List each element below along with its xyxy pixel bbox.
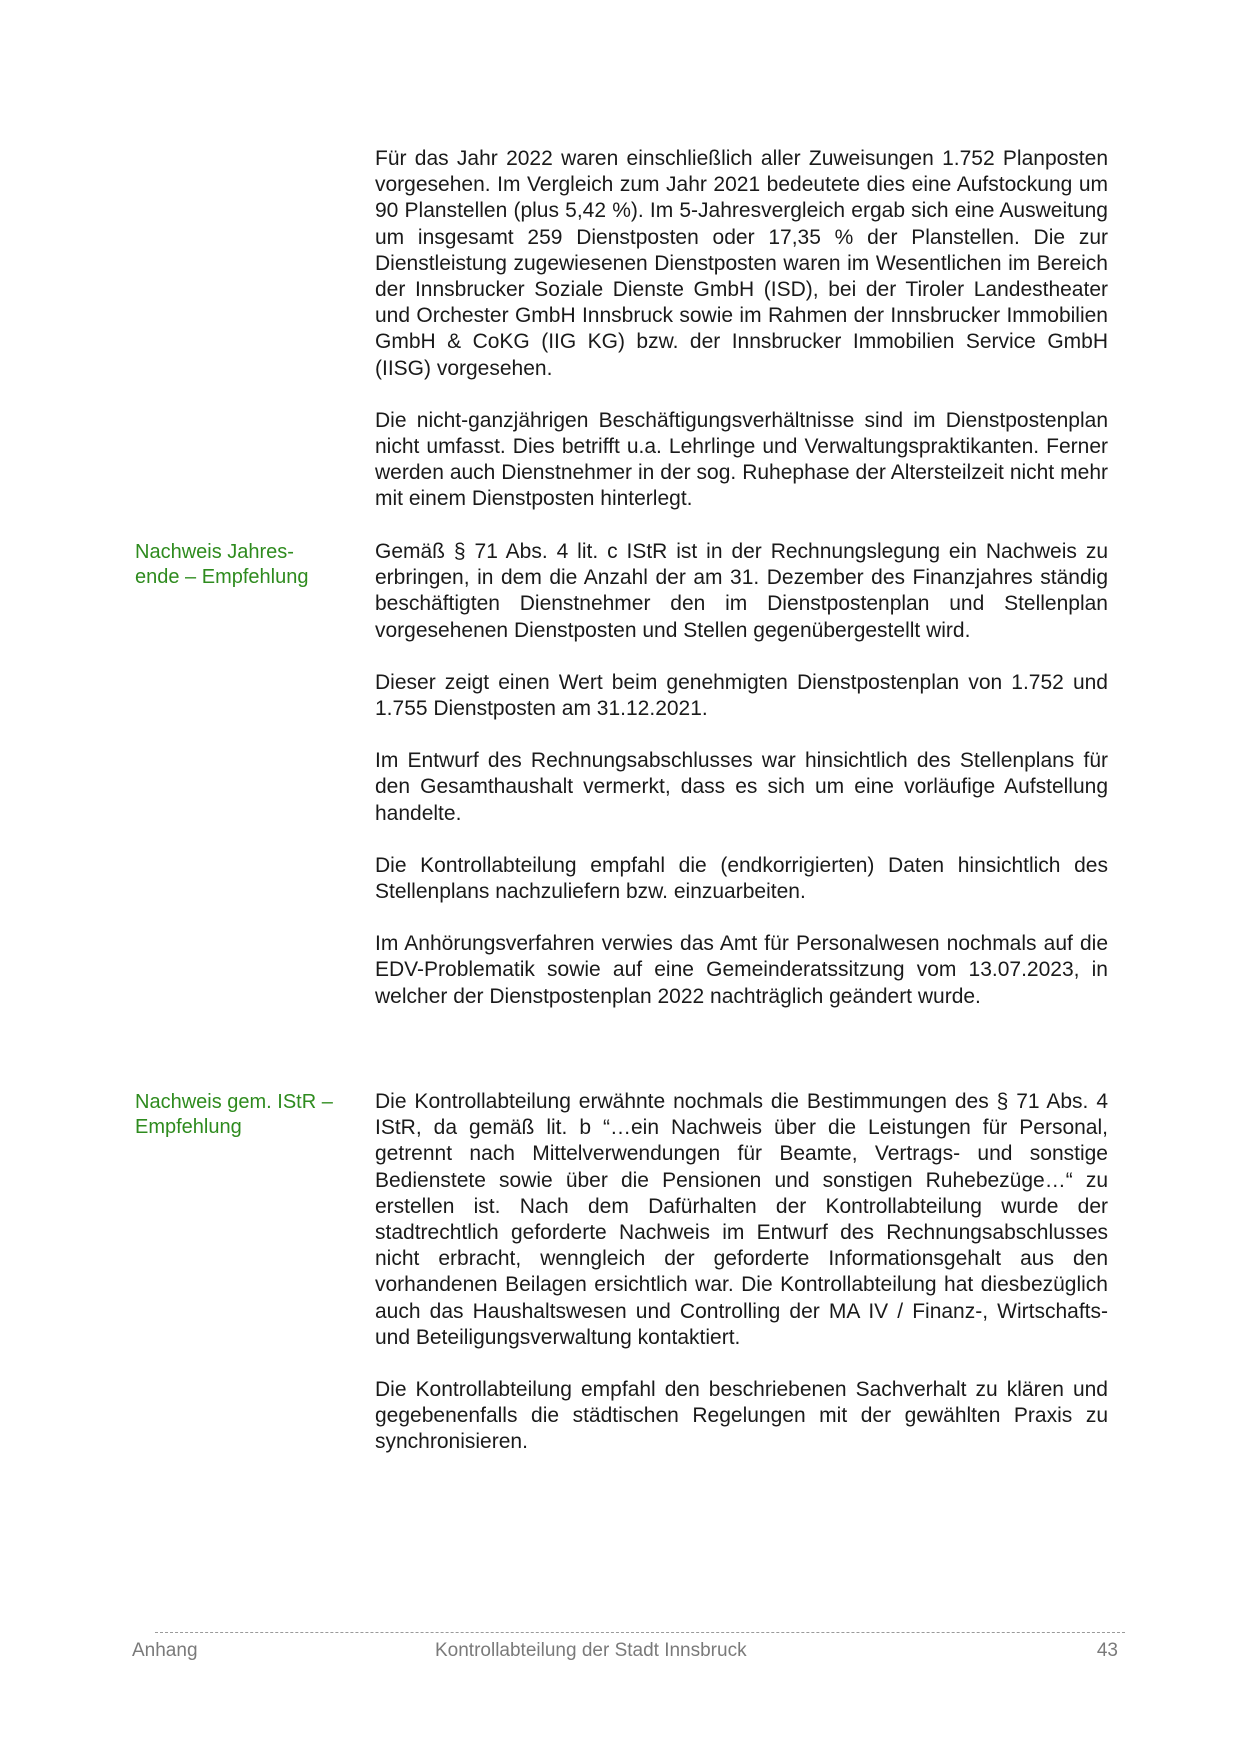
side-note-line: Nachweis gem. IStR –	[135, 1091, 333, 1113]
side-note-nachweis-jahresende	[135, 540, 350, 590]
footer-section-label: Anhang	[132, 1640, 198, 1661]
paragraph-entwurf: Im Entwurf des Rechnungsabschlusses war hinsichtlich des Stellenplans für den Gesamthaushalt vermerkt, dass es sich um eine vorläufige Aufstellung handelte.	[375, 749, 1108, 825]
paragraph-empfehlung-1: Die Kontrollabteilung empfahl die (endkorrigierten) Daten hinsichtlich des Stellenplans nachzuliefern bzw. einzuarbeiten.	[375, 853, 1108, 904]
paragraph-planposten: Für das Jahr 2022 waren einschließlich aller Zuweisungen 1.752 Planposten vorgesehen. Im Vergleich zum Jahr 2021 bedeutete dies eine Aufstockung um 90 Planstellen (plus 5,42 %). Im 5-Jahresvergleich ergab sich eine Ausweitung um insgesamt 259 Dienstposten oder 17,35 % der Planstellen. Die zur Dienstleistung zugewiesenen Dienstposten waren im Wesentlichen im Bereich der Innsbrucker Soziale Dienste GmbH (ISD), bei der Tiroler Landestheater und Orchester GmbH Innsbruck sowie im Rahmen der Innsbrucker Immobilien GmbH & CoKG (IIG KG) bzw. der Innsbrucker Immobilien Service GmbH (IISG) vorgesehen.	[375, 147, 1108, 380]
footer-organization: Kontrollabteilung der Stadt Innsbruck	[435, 1640, 747, 1661]
paragraph-anhoerung: Im Anhörungsverfahren verwies das Amt für Personalwesen nochmals auf die EDV-Problematik sowie auf eine Gemeinderatssitzung vom 13.07.2023, in welcher der Dienstpostenplan 2022 nachträglich geändert wurde.	[375, 932, 1108, 1008]
paragraph-beschaeftigung: Die nicht-ganzjährigen Beschäftigungsverhältnisse sind im Dienstpostenplan nicht umfasst. Dies betrifft u.a. Lehrlinge und Verwaltungspraktikanten. Ferner werden auch Dienstnehmer in der sog. Ruhephase der Altersteilzeit nicht mehr mit einem Dienstposten hinterlegt.	[375, 408, 1108, 511]
paragraph-gemaess-71: Gemäß § 71 Abs. 4 lit. c IStR ist in der Rechnungslegung ein Nachweis zu erbringen, in dem die Anzahl der am 31. Dezember des Finanzjahres ständig beschäftigten Dienstnehmer den im Dienstpostenplan und Stellenplan vorgesehenen Dienstposten und Stellen gegenübergestellt wird.	[375, 540, 1108, 642]
footer-divider	[155, 1632, 1125, 1633]
side-note-line: Empfehlung	[135, 1116, 242, 1138]
side-note-line: ende – Empfehlung	[135, 566, 309, 588]
text-block-istr	[375, 1089, 1108, 1482]
paragraph-empfehlung-2: Die Kontrollabteilung empfahl den beschriebenen Sachverhalt zu klären und gegebenenfalls die städtischen Regelungen mit der gewählten Praxis zu synchronisieren.	[375, 1378, 1108, 1454]
paragraph-bestimmungen: Die Kontrollabteilung erwähnte nochmals die Bestimmungen des § 71 Abs. 4 IStR, da gemäß lit. b “…ein Nachweis über die Leistungen für Personal, getrennt nach Mittelverwendungen für Beamte, Vertrags- und sonstige Bedienstete sowie über die Pensionen und sonstigen Ruhebezüge…“ zu erstellen ist. Nach dem Dafürhalten der Kontrollabteilung wurde der stadtrechtlich geforderte Nachweis im Entwurf des Rechnungsabschlusses nicht erbracht, wenngleich der geforderte Informationsgehalt aus den vorhandenen Beilagen ersichtlich war. Die Kontrollabteilung hat diesbezüglich auch das Haushaltswesen und Controlling der MA IV / Finanz-, Wirtschafts- und Beteiligungsverwaltung kontaktiert.	[375, 1090, 1108, 1349]
footer-page-number: 43	[1096, 1640, 1118, 1661]
text-block-nachweis	[375, 539, 1108, 1036]
side-note-nachweis-istr	[135, 1090, 350, 1140]
paragraph-wert: Dieser zeigt einen Wert beim genehmigten Dienstpostenplan von 1.752 und 1.755 Dienstposten am 31.12.2021.	[375, 670, 1108, 721]
side-note-line: Nachweis Jahres-	[135, 541, 294, 563]
text-block-intro	[375, 146, 1108, 539]
